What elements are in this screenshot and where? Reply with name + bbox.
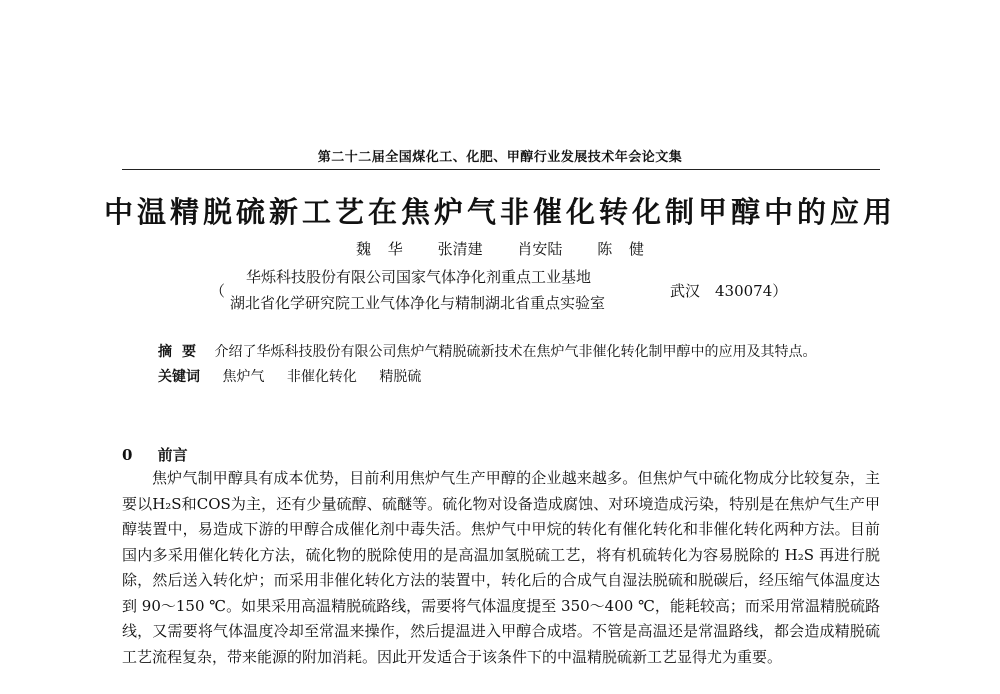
body-text (122, 466, 880, 670)
affiliation-city-postcode: 武汉 430074） (670, 282, 788, 300)
section-heading (122, 444, 188, 465)
affiliation-block (200, 266, 840, 326)
affiliation-line-1: 华烁科技股份有限公司国家气体净化剂重点工业基地 (246, 268, 592, 286)
author-name: 肖安陆 (517, 240, 563, 258)
abstract-label: 摘要 (158, 344, 206, 360)
body-paragraph: 焦炉气制甲醇具有成本优势，目前利用焦炉气生产甲醇的企业越来越多。但焦炉气中硫化物成分比较复杂，主要以H₂S和COS为主，还有少量硫醇、硫醚等。硫化物对设备造成腐蚀、对环境造成污染，特别是在焦炉气生产甲醇装置中，易造成下游的甲醇合成催化剂中毒失活。焦炉气中甲烷的转化有催化转化和非催化转化两种方法。目前国内多采用催化转化方法，硫化物的脱除使用的是高温加氢脱硫工艺，将有机硫转化为容易脱除的 H₂S 再进行脱除，然后送入转化炉；而采用非催化转化方法的装置中，转化后的合成气自湿法脱硫和脱碳后，经压缩气体温度达到 90～150 ℃。如果采用高温精脱硫路线，需要将气体温度提至 350～400 ℃，能耗较高；而采用常温精脱硫路线，又需要将气体温度冷却至常温来操作，然后提温进入甲醇合成塔。不管是高温还是常温路线，都会造成精脱硫工艺流程复杂，带来能源的附加消耗。因此开发适合于该条件下的中温精脱硫新工艺显得尤为重要。 (122, 469, 880, 666)
section-number: 0 (122, 446, 133, 464)
keyword: 精脱硫 (379, 369, 422, 385)
author-list (0, 238, 1000, 259)
keyword: 非催化转化 (286, 369, 357, 385)
running-header: 第二十二届全国煤化工、化肥、甲醇行业发展技术年会论文集 (317, 150, 683, 165)
paper-title: 中温精脱硫新工艺在焦炉气非催化转化制甲醇中的应用 (103, 195, 896, 229)
keywords-line (122, 365, 880, 390)
abstract-paragraph (122, 340, 880, 365)
author-name: 魏 华 (356, 240, 403, 258)
header-rule (122, 169, 880, 170)
keyword: 焦炉气 (222, 369, 265, 385)
affiliation-open-paren: （ (210, 282, 226, 300)
author-name: 陈 健 (597, 240, 644, 258)
author-name: 张清建 (437, 240, 483, 258)
section-title: 前言 (157, 446, 188, 464)
abstract-block (122, 340, 880, 390)
affiliation-line-2: 湖北省化学研究院工业气体净化与精制湖北省重点实验室 (230, 294, 606, 312)
abstract-text: 介绍了华烁科技股份有限公司焦炉气精脱硫新技术在焦炉气非催化转化制甲醇中的应用及其特点。 (214, 344, 817, 360)
keywords-label: 关键词 (158, 369, 200, 385)
